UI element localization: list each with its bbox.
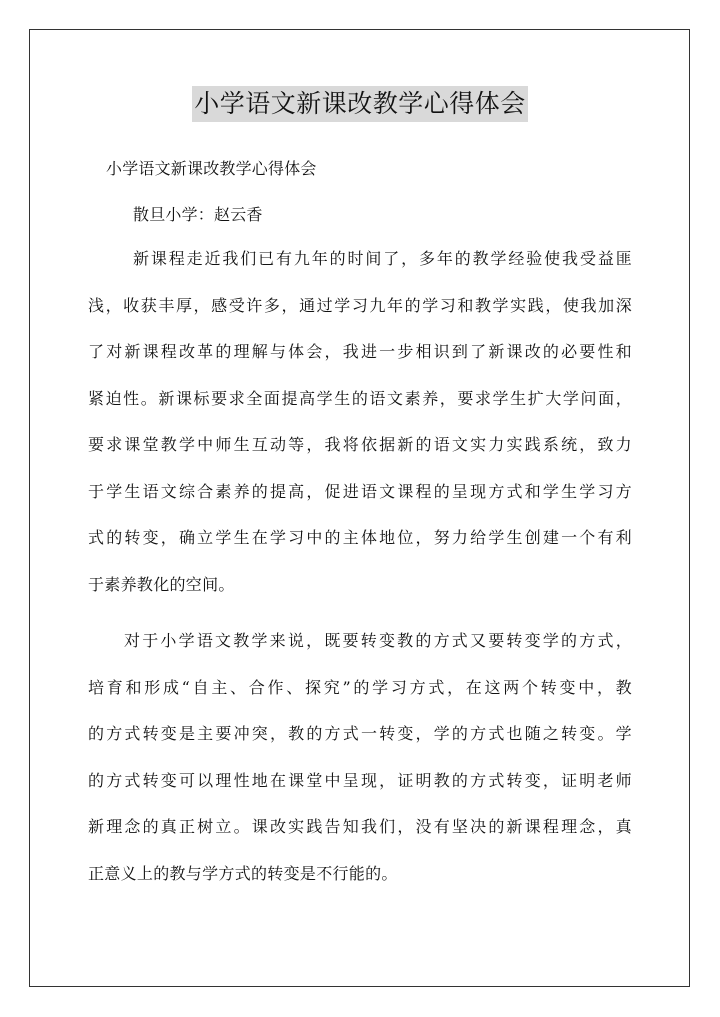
paragraph-1 [88, 236, 632, 608]
paragraph-line: 于素养教化的空间。 [88, 574, 235, 594]
paragraph-line: 的方式转变可以理性地在课堂中呈现，证明教的方式转变，证明老师 [88, 770, 632, 790]
paragraph-line: 新理念的真正树立。课改实践告知我们，没有坚决的新课程理念，真 [88, 817, 632, 836]
paragraph-line: 正意义上的教与学方式的转变是不行能的。 [88, 863, 398, 883]
title-container [0, 86, 720, 122]
document-subtitle: 小学语文新课改教学心得体会 [106, 159, 317, 178]
paragraph-line: 式的转变，确立学生在学习中的主体地位，努力给学生创建一个有利 [88, 528, 632, 547]
paragraph-line: 浅，收获丰厚，感受许多，通过学习九年的学习和教学实践，使我加深 [88, 295, 632, 315]
paragraph-line: 的方式转变是主要冲突，教的方式一转变，学的方式也随之转变。学 [88, 724, 632, 743]
paragraph-line: 于学生语文综合素养的提高，促进语文课程的呈现方式和学生学习方 [88, 481, 632, 501]
author-line: 散旦小学：赵云香 [133, 205, 263, 224]
paragraph-line: 对于小学语文教学来说，既要转变教的方式又要转变学的方式， [124, 631, 632, 650]
paragraph-line: 紧迫性。新课标要求全面提高学生的语文素养，要求学生扩大学问面， [88, 388, 632, 408]
paragraph-line: 要求课堂教学中师生互动等，我将依据新的语文实力实践系统，致力 [88, 435, 632, 454]
paragraph-line: 新课程走近我们已有九年的时间了，多年的教学经验使我受益匪 [133, 249, 632, 268]
document-title: 小学语文新课改教学心得体会 [192, 86, 528, 122]
paragraph-line: 培育和形成“自主、合作、探究”的学习方式，在这两个转变中，教 [88, 677, 632, 697]
paragraph-line: 了对新课程改革的理解与体会，我进一步相识到了新课改的必要性和 [88, 342, 632, 361]
paragraph-2 [88, 618, 632, 897]
